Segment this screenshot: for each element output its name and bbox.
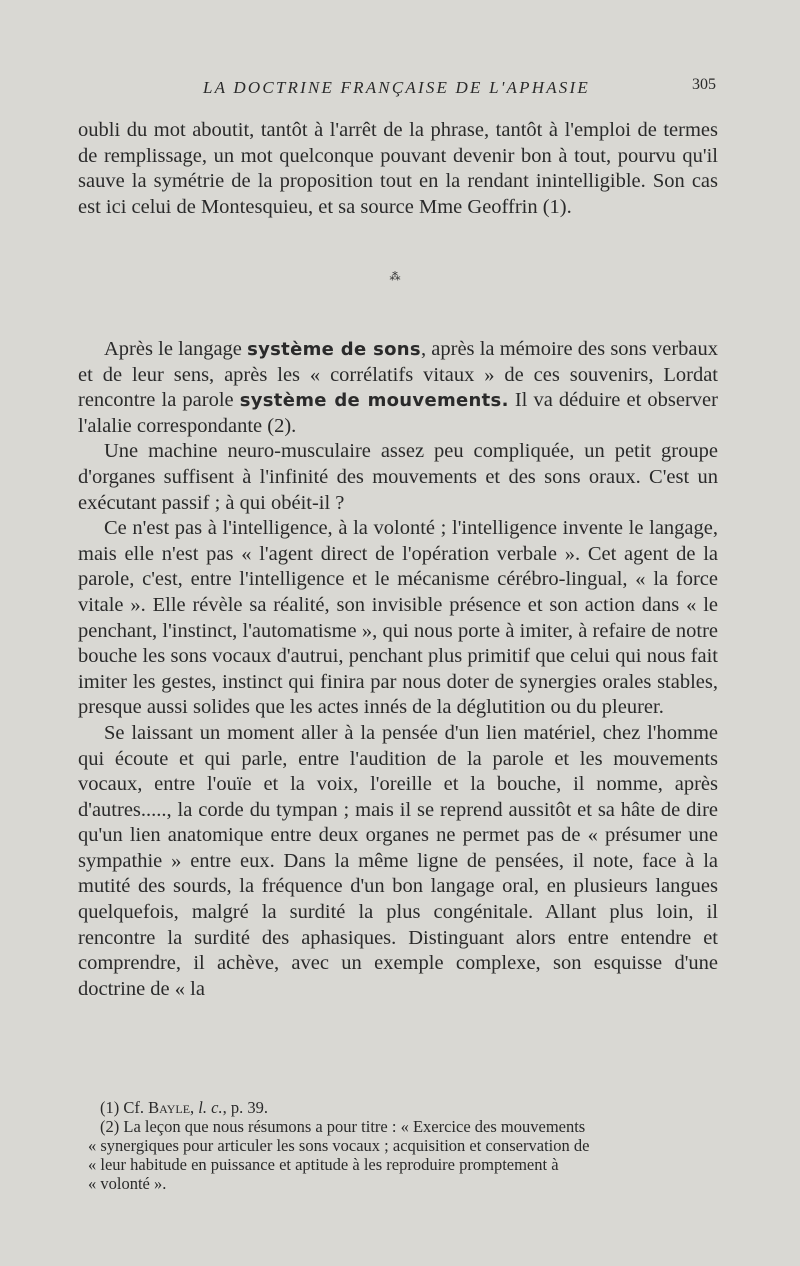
fn1-prefix: (1) Cf. [100, 1098, 149, 1117]
top-paragraph-block [78, 118, 718, 220]
footnote-1 [100, 1098, 722, 1117]
p1-text-a: Après le langage [104, 338, 248, 360]
p1-emphasis-mouvements: système de mouvements. [239, 390, 509, 412]
paragraph-4: Se laissant un moment aller à la pensée d'un lien matériel, chez l'homme qui écoute et qui parle, entre l'audition de la parole et les mouvements vocaux, entre l'ouïe et la voix, l'oreille et la bouche, il nomme, après d'autres....., la corde du tympan ; mais il se reprend aussitôt et sa hâte de dire qu'un lien anatomique entre deux organes ne permet pas de « présumer une sympathie » entre eux. Dans la même ligne de pensées, il note, face à la mutité des sourds, la fréquence d'un bon langage oral, en plusieurs langues quelquefois, malgré la surdité la plus congénitale. Allant plus loin, il rencontre la surdité des aphasiques. Distinguant alors entre entendre et comprendre, il achève, avec un exemple complexe, son esquisse d'une doctrine de « la [78, 721, 718, 1000]
p1-text-c: , après la mémoire des sons verbaux et de leur sens, après les « corrélatifs vitaux » de ces souvenirs, Lordat rencontre la parole [78, 338, 718, 412]
main-text-block [78, 337, 718, 1002]
page-number: 305 [692, 76, 716, 93]
section-separator-asterism: ⁂ [389, 271, 401, 283]
paragraph-3: Ce n'est pas à l'intelligence, à la volonté ; l'intelligence invente le langage, mais elle n'est pas « l'agent direct de l'opération verbale ». Cet agent de la parole, c'est, entre l'intelligence et le mécanisme cérébro-lingual, « la force vitale ». Elle révèle sa réalité, son invisible présence et son action dans « le penchant, l'instinct, l'automatisme », qui nous porte à imiter, à refaire de notre bouche les sons vocaux d'autrui, penchant plus primitif que celui qui nous fait imiter les gestes, instinct qui finira par nous doter de synergies orales stables, presque aussi solides que les actes innés de la déglutition ou du pleurer. [78, 517, 718, 719]
fn1-loc: l. c. [198, 1098, 223, 1117]
fn1-page: , p. 39. [222, 1098, 268, 1117]
p1-text-e: Il va déduire et observer l'alalie correspondante (2). [78, 389, 718, 437]
footnote-2-line-2: « synergiques pour articuler les sons vocaux ; acquisition et conservation de [88, 1136, 590, 1155]
paragraph-2: Une machine neuro-musculaire assez peu compliquée, un petit groupe d'organes suffisent à l'infinité des mouvements et des sons oraux. C'est un exécutant passif ; à qui obéit-il ? [78, 440, 718, 514]
fn1-author: Bayle [148, 1098, 191, 1117]
footnotes [88, 1098, 722, 1193]
footnote-2: (2) La leçon que nous résumons a pour titre : « Exercice des mouvements [100, 1117, 586, 1136]
running-head [78, 78, 716, 102]
p1-emphasis-sons: système de sons [247, 339, 421, 360]
running-title: LA DOCTRINE FRANÇAISE DE L'APHASIE [203, 78, 590, 97]
fn1-sep: , [190, 1098, 199, 1117]
footnote-2-line-4: « volonté ». [88, 1174, 167, 1193]
paragraph-continued: oubli du mot aboutit, tantôt à l'arrêt de la phrase, tantôt à l'emploi de termes de remplissage, un mot quelconque pouvant devenir bon à tout, pourvu qu'il sauve la symétrie de la proposition tout en la rendant inintelligible. Son cas est ici celui de Montesquieu, et sa source Mme Geoffrin (1). [78, 119, 718, 218]
paragraph-1 [78, 337, 718, 439]
footnote-2-line-3: « leur habitude en puissance et aptitude à les reproduire promptement à [88, 1155, 559, 1174]
